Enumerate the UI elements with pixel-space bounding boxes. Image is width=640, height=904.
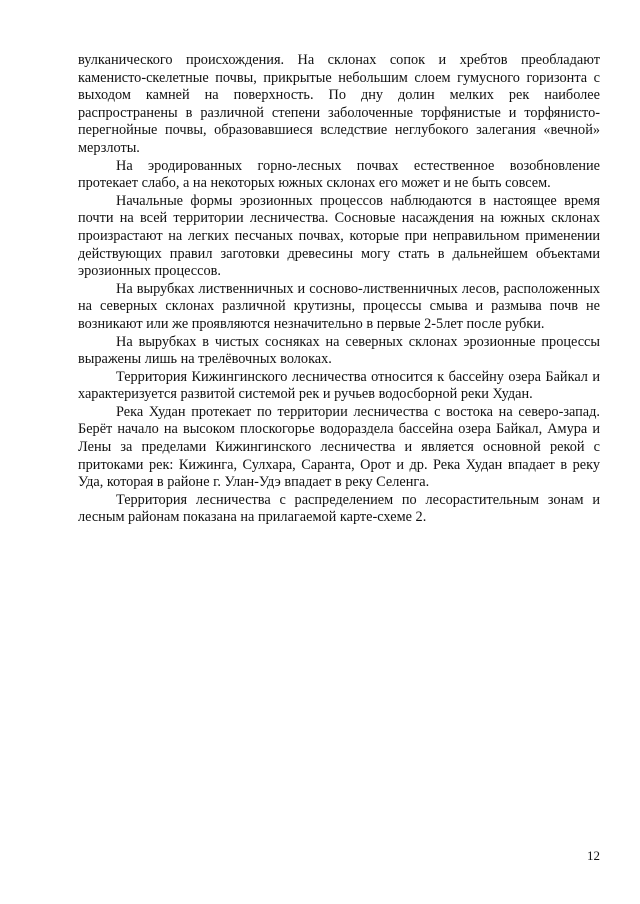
page-number: 12: [587, 848, 600, 863]
paragraph-baikal-basin: Территория Кижингинского лесничества относится к бассейну озера Байкал и характеризуется развитой системой рек и ручьев водосборной реки Худан.: [78, 368, 600, 403]
paragraph-natural-regeneration: На эродированных горно-лесных почвах естественное возобновление протекает слабо, а на некоторых южных склонах его может и не быть совсем.: [78, 157, 600, 192]
paragraph-pine-clearings: На вырубках в чистых сосняках на северных склонах эрозионные процессы выражены лишь на трелёвочных волоках.: [78, 333, 600, 368]
paragraph-map-reference: Территория лесничества с распределением по лесорастительным зонам и лесным районам показана на прилагаемой карте-схеме 2.: [78, 491, 600, 526]
paragraph-khudan-river: Река Худан протекает по территории лесничества с востока на северо-запад. Берёт начало на высоком плоскогорье водораздела бассейна озера Байкал, Амура и Лены за пределами Кижингинского лесничества и является основной рекой с притоками рек: Кижинга, Сулхара, Саранта, Орот и др. Река Худан впадает в реку Уда, которая в районе г. Улан-Удэ впадает в реку Селенга.: [78, 403, 600, 491]
document-body: [78, 52, 600, 527]
paragraph-larch-clearings: На вырубках лиственничных и сосново-лиственничных лесов, расположенных на северных склонах различной крутизны, процессы смыва и размыва почв не возникают или же проявляются незначительно в первые 2-5лет после рубки.: [78, 280, 600, 332]
paragraph-soils-continuation: вулканического происхождения. На склонах сопок и хребтов преобладают каменисто-скелетные почвы, прикрытые небольшим слоем гумусного горизонта с выходом камней на поверхность. По дну долин мелких рек наиболее распространены в различной степени заболоченные торфянистые и торфянисто-перегнойные почвы, образовавшиеся вследствие неглубокого залегания «вечной» мерзлоты.: [78, 52, 600, 156]
paragraph-erosion-initial-forms: Начальные формы эрозионных процессов наблюдаются в настоящее время почти на всей территории лесничества. Сосновые насаждения на южных склонах произрастают на легких песчаных почвах, которые при неправильном применении действующих правил заготовки древесины могу стать в дальнейшем объектами эрозионных процессов.: [78, 192, 600, 280]
